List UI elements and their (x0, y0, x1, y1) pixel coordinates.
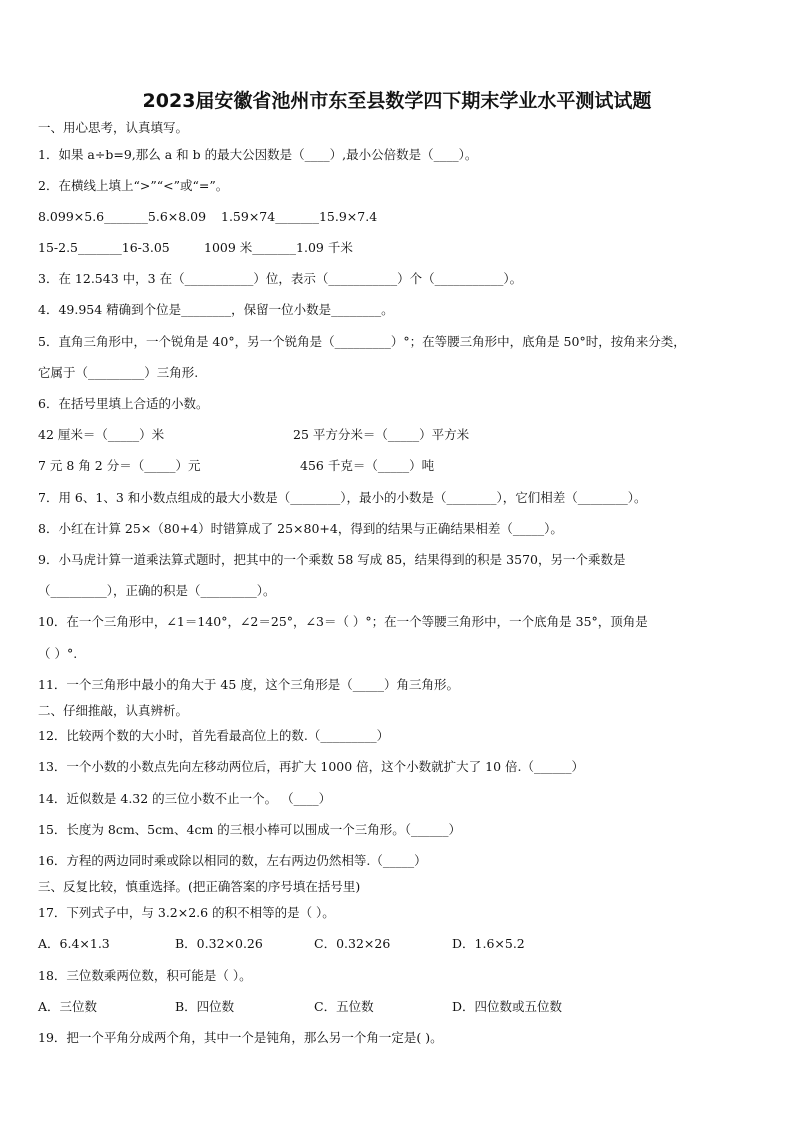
question-6: 6．在括号里填上合适的小数。 (38, 396, 209, 411)
question-15: 15．长度为 8cm、5cm、4cm 的三根小棒可以围成一个三角形。（______） (38, 822, 462, 837)
q2-row2-right: 1009 米_______1.09 千米 (204, 240, 353, 255)
q18-option-b: B．四位数 (175, 999, 235, 1014)
q2-row1-left: 8.099×5.6_______5.6×8.09 (38, 209, 207, 224)
q6-row1-left: 42 厘米＝（_____）米 (38, 427, 165, 442)
q17-option-b: B．0.32×0.26 (175, 936, 263, 951)
question-14: 14．近似数是 4.32 的三位小数不止一个。 （____） (38, 791, 332, 806)
q2-row1-right: 1.59×74_______15.9×7.4 (221, 209, 378, 224)
section-2-heading: 二、仔细推敲，认真辨析。 (38, 703, 189, 718)
question-3: 3．在 12.543 中，3 在（___________）位，表示（___________）个（___________）。 (38, 271, 523, 286)
question-10-line-2: （ ）°. (38, 646, 78, 661)
q6-row2-left: 7 元 8 角 2 分＝（_____）元 (38, 458, 201, 473)
q18-option-c: C．五位数 (314, 999, 374, 1014)
question-19: 19．把一个平角分成两个角，其中一个是钝角，那么另一个角一定是( )。 (38, 1030, 443, 1045)
question-12: 12．比较两个数的大小时，首先看最高位上的数.（_________） (38, 728, 390, 743)
q17-option-d: D．1.6×5.2 (452, 936, 525, 951)
section-3-heading: 三、反复比较，慎重选择。(把正确答案的序号填在括号里) (38, 879, 361, 894)
question-1: 1．如果 a÷b=9,那么 a 和 b 的最大公因数是（____）,最小公倍数是（____）。 (38, 147, 478, 162)
q18-option-a: A．三位数 (38, 999, 98, 1014)
q18-option-d: D．四位数或五位数 (452, 999, 563, 1014)
page-title: 2023届安徽省池州市东至县数学四下期末学业水平测试试题 (142, 90, 652, 112)
question-5-line-2: 它属于（_________）三角形. (38, 365, 199, 380)
section-1-heading: 一、用心思考，认真填写。 (38, 120, 189, 135)
question-18: 18．三位数乘两位数，积可能是（ ）。 (38, 968, 252, 983)
q6-row1-right: 25 平方分米＝（_____）平方米 (293, 427, 470, 442)
question-8: 8．小红在计算 25×（80+4）时错算成了 25×80+4，得到的结果与正确结果相差（_____）。 (38, 521, 563, 536)
question-9-line-2: （_________），正确的积是（_________）。 (38, 583, 276, 598)
q17-option-a: A．6.4×1.3 (38, 936, 110, 951)
q2-row2-left: 15-2.5_______16-3.05 (38, 240, 170, 255)
question-11: 11．一个三角形中最小的角大于 45 度，这个三角形是（_____）角三角形。 (38, 677, 460, 692)
question-16: 16．方程的两边同时乘或除以相同的数，左右两边仍然相等.（_____） (38, 853, 427, 868)
question-9-line-1: 9．小马虎计算一道乘法算式题时，把其中的一个乘数 58 写成 85，结果得到的积是 3570，另一个乘数是 (38, 552, 626, 567)
question-2: 2．在横线上填上“>”“<”或“=”。 (38, 178, 229, 193)
q17-option-c: C．0.32×26 (314, 936, 391, 951)
q6-row2-right: 456 千克＝（_____）吨 (300, 458, 435, 473)
question-5-line-1: 5．直角三角形中，一个锐角是 40°，另一个锐角是（_________）°；在等腰三角形中，底角是 50°时，按角来分类， (38, 334, 686, 349)
question-13: 13．一个小数的小数点先向左移动两位后，再扩大 1000 倍，这个小数就扩大了 10 倍.（______） (38, 759, 584, 774)
question-10-line-1: 10．在一个三角形中，∠1＝140°，∠2＝25°，∠3＝（ ）°；在一个等腰三角形中，一个底角是 35°，顶角是 (38, 614, 648, 629)
question-4: 4．49.954 精确到个位是________，保留一位小数是________。 (38, 302, 394, 317)
question-17: 17．下列式子中，与 3.2×2.6 的积不相等的是（ ）。 (38, 905, 335, 920)
question-7: 7．用 6、1、3 和小数点组成的最大小数是（________），最小的小数是（________），它们相差（________）。 (38, 490, 647, 505)
